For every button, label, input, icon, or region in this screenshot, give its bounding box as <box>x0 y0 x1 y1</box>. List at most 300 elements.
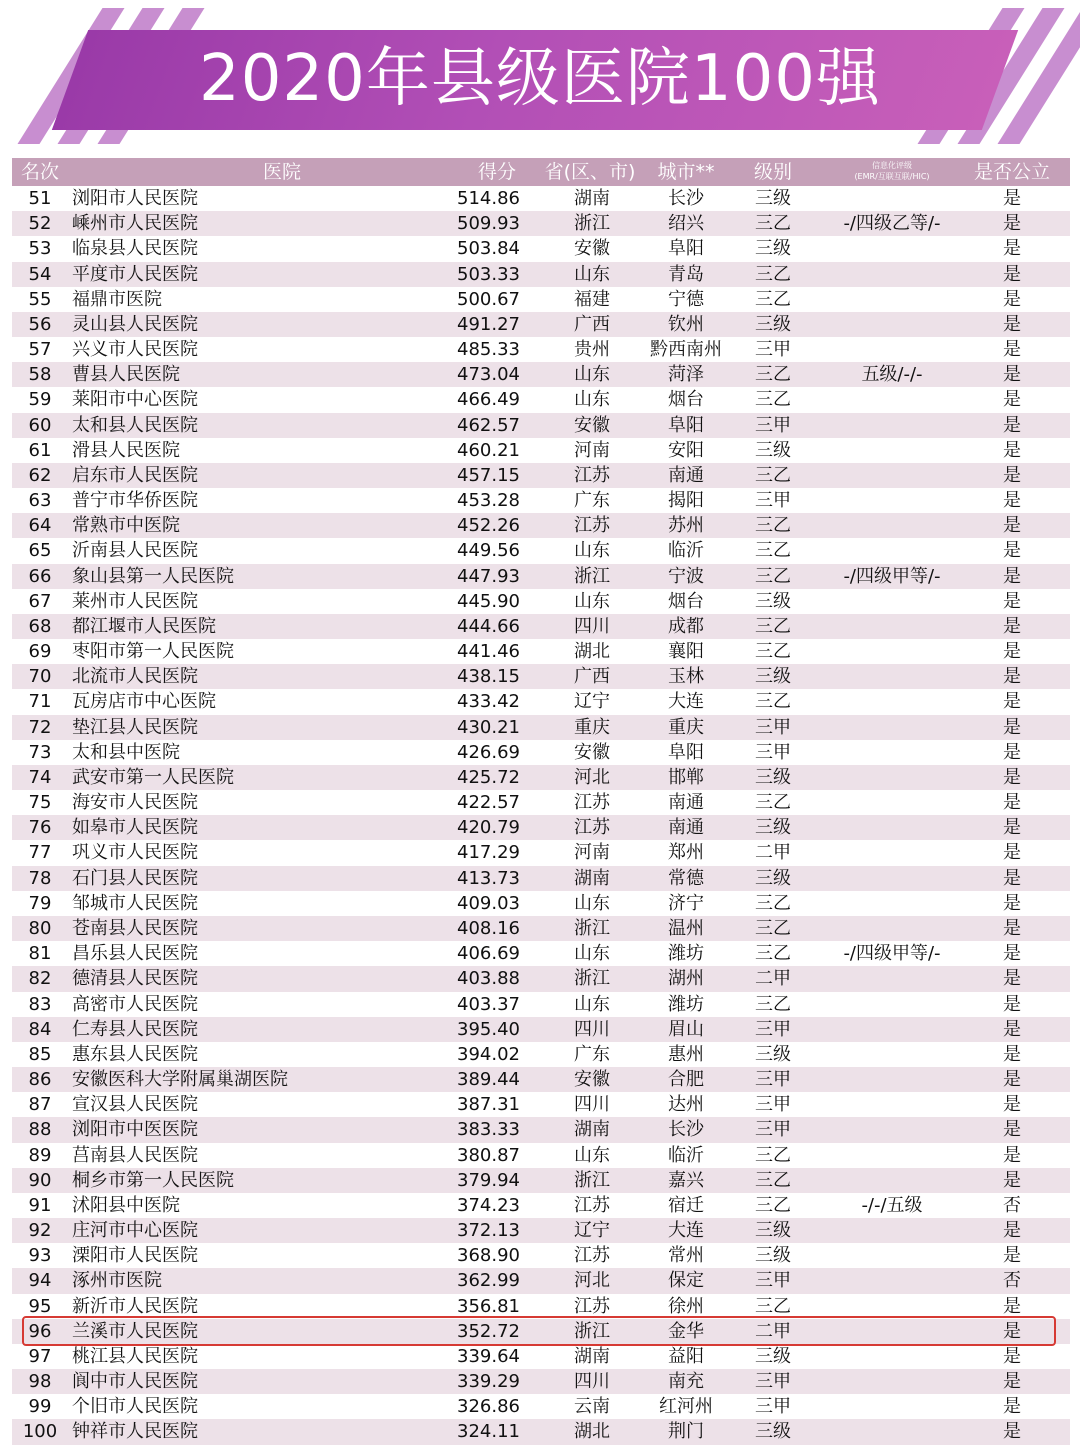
cell-hospital: 太和县人民医院 <box>72 414 198 436</box>
cell-level: 三乙 <box>755 917 791 939</box>
cell-province: 四川 <box>574 1371 610 1393</box>
cell-rank: 52 <box>28 213 52 235</box>
cell-hospital: 浏阳市中医医院 <box>72 1119 198 1141</box>
cell-province: 江苏 <box>574 817 610 839</box>
table-row <box>12 1168 1070 1193</box>
table-row <box>12 463 1070 488</box>
cell-hospital: 象山县第一人民医院 <box>72 565 234 587</box>
cell-level: 三级 <box>755 439 791 461</box>
cell-info <box>812 1042 972 1067</box>
cell-hospital: 常熟市中医院 <box>72 515 180 537</box>
cell-score: 485.33 <box>457 339 520 361</box>
cell-city: 宁德 <box>668 288 704 310</box>
cell-hospital: 启东市人民医院 <box>72 464 198 486</box>
cell-level: 三乙 <box>755 565 791 587</box>
table-row <box>12 815 1070 840</box>
table-row <box>12 362 1070 387</box>
cell-province: 浙江 <box>574 1169 610 1191</box>
cell-score: 466.49 <box>457 389 520 411</box>
cell-city: 安阳 <box>668 439 704 461</box>
table-row <box>12 765 1070 790</box>
cell-info: 五级/-/- <box>861 364 923 386</box>
cell-info <box>812 1344 972 1369</box>
cell-public: 是 <box>1003 1396 1021 1418</box>
cell-level: 三级 <box>755 817 791 839</box>
cell-level: 三甲 <box>755 1270 791 1292</box>
cell-hospital: 涿州市医院 <box>72 1270 162 1292</box>
table-row <box>12 715 1070 740</box>
cell-province: 广西 <box>574 666 610 688</box>
cell-hospital: 海安市人民医院 <box>72 792 198 814</box>
cell-level: 三乙 <box>755 641 791 663</box>
cell-info <box>812 840 972 865</box>
cell-province: 江苏 <box>574 1295 610 1317</box>
cell-hospital: 兴义市人民医院 <box>72 339 198 361</box>
page-title: 2020年县级医院100强 <box>198 42 882 116</box>
cell-city: 邯郸 <box>668 766 704 788</box>
cell-rank: 71 <box>28 691 52 713</box>
cell-score: 379.94 <box>457 1169 520 1191</box>
cell-score: 362.99 <box>457 1270 520 1292</box>
cell-score: 324.11 <box>457 1421 520 1443</box>
cell-public: 是 <box>1003 188 1021 209</box>
cell-level: 三乙 <box>755 1194 791 1216</box>
cell-rank: 94 <box>28 1270 52 1292</box>
table-row <box>12 564 1070 589</box>
cell-rank: 75 <box>28 792 52 814</box>
cell-public: 是 <box>1003 615 1021 637</box>
cell-score: 387.31 <box>457 1094 520 1116</box>
header-province: 省(区、市) <box>544 161 636 183</box>
table-row <box>12 337 1070 362</box>
cell-city: 成都 <box>668 615 704 637</box>
cell-level: 三甲 <box>755 1069 791 1091</box>
cell-province: 山东 <box>574 943 610 965</box>
cell-city: 合肥 <box>668 1069 704 1091</box>
cell-hospital: 临泉县人民医院 <box>72 238 198 260</box>
table-row <box>12 1143 1070 1168</box>
cell-public: 是 <box>1003 716 1021 738</box>
cell-info <box>812 1067 972 1092</box>
header-info-sub: (EMR/互联互联/HIC) <box>854 172 930 181</box>
cell-rank: 58 <box>28 364 52 386</box>
table-row <box>12 1394 1070 1419</box>
cell-level: 三乙 <box>755 691 791 713</box>
cell-city: 湖州 <box>668 968 704 990</box>
table-row <box>12 538 1070 563</box>
cell-province: 湖南 <box>574 1345 610 1367</box>
cell-info <box>812 639 972 664</box>
cell-public: 是 <box>1003 1371 1021 1393</box>
cell-city: 玉林 <box>668 666 704 688</box>
table-row <box>12 211 1070 236</box>
cell-province: 湖北 <box>574 1421 610 1443</box>
cell-score: 326.86 <box>457 1396 520 1418</box>
header-city: 城市** <box>657 161 715 183</box>
cell-level: 三乙 <box>755 993 791 1015</box>
cell-score: 380.87 <box>457 1144 520 1166</box>
cell-province: 浙江 <box>574 565 610 587</box>
cell-rank: 70 <box>28 666 52 688</box>
cell-city: 襄阳 <box>668 641 704 663</box>
cell-info <box>812 992 972 1017</box>
cell-level: 三甲 <box>755 339 791 361</box>
cell-rank: 99 <box>28 1396 52 1418</box>
cell-province: 河南 <box>574 842 610 864</box>
cell-score: 503.84 <box>457 238 520 260</box>
cell-score: 457.15 <box>457 464 520 486</box>
cell-public: 是 <box>1003 666 1021 688</box>
cell-info <box>812 815 972 840</box>
cell-hospital: 如皋市人民医院 <box>72 817 198 839</box>
cell-rank: 77 <box>28 842 52 864</box>
cell-level: 二甲 <box>755 968 791 990</box>
cell-level: 三级 <box>755 313 791 335</box>
cell-level: 三甲 <box>755 1119 791 1141</box>
cell-city: 临沂 <box>668 540 704 562</box>
table-row <box>12 287 1070 312</box>
cell-info <box>812 538 972 563</box>
cell-city: 金华 <box>668 1320 704 1342</box>
cell-info: -/四级甲等/- <box>843 565 941 587</box>
cell-public: 是 <box>1003 339 1021 361</box>
cell-hospital: 浏阳市人民医院 <box>72 188 198 209</box>
cell-hospital: 垫江县人民医院 <box>72 716 198 738</box>
cell-info <box>812 1218 972 1243</box>
cell-city: 菏泽 <box>668 364 704 386</box>
cell-score: 452.26 <box>457 515 520 537</box>
cell-score: 395.40 <box>457 1018 520 1040</box>
cell-rank: 92 <box>28 1220 52 1242</box>
cell-city: 苏州 <box>668 515 704 537</box>
cell-province: 山东 <box>574 1144 610 1166</box>
cell-city: 宁波 <box>668 565 704 587</box>
cell-city: 南通 <box>668 817 704 839</box>
cell-public: 是 <box>1003 1345 1021 1367</box>
cell-rank: 55 <box>28 288 52 310</box>
cell-score: 438.15 <box>457 666 520 688</box>
cell-score: 409.03 <box>457 892 520 914</box>
cell-hospital: 个旧市人民医院 <box>72 1396 198 1418</box>
cell-public: 是 <box>1003 943 1021 965</box>
cell-score: 509.93 <box>457 213 520 235</box>
cell-score: 426.69 <box>457 741 520 763</box>
cell-public: 是 <box>1003 288 1021 310</box>
cell-info <box>812 513 972 538</box>
cell-level: 三级 <box>755 1043 791 1065</box>
cell-province: 福建 <box>574 288 610 310</box>
cell-score: 500.67 <box>457 288 520 310</box>
cell-level: 三甲 <box>755 1094 791 1116</box>
cell-rank: 76 <box>28 817 52 839</box>
cell-level: 三乙 <box>755 943 791 965</box>
cell-rank: 79 <box>28 892 52 914</box>
cell-score: 389.44 <box>457 1069 520 1091</box>
cell-hospital: 都江堰市人民医院 <box>72 615 216 637</box>
cell-info <box>812 1268 972 1293</box>
cell-rank: 72 <box>28 716 52 738</box>
cell-info <box>812 916 972 941</box>
cell-city: 嘉兴 <box>668 1169 704 1191</box>
cell-city: 保定 <box>668 1270 704 1292</box>
cell-public: 是 <box>1003 867 1021 889</box>
cell-info <box>812 236 972 261</box>
cell-public: 是 <box>1003 238 1021 260</box>
cell-info <box>812 262 972 287</box>
header-info <box>812 160 972 182</box>
cell-hospital: 沭阳县中医院 <box>72 1194 180 1216</box>
cell-city: 惠州 <box>668 1043 704 1065</box>
cell-public: 是 <box>1003 691 1021 713</box>
cell-info <box>812 891 972 916</box>
cell-hospital: 新沂市人民医院 <box>72 1295 198 1317</box>
table-row <box>12 413 1070 438</box>
cell-province: 广东 <box>574 490 610 512</box>
cell-level: 三甲 <box>755 1396 791 1418</box>
cell-level: 三甲 <box>755 741 791 763</box>
cell-level: 三级 <box>755 766 791 788</box>
cell-hospital: 宣汉县人民医院 <box>72 1094 198 1116</box>
cell-public: 是 <box>1003 741 1021 763</box>
header-public: 是否公立 <box>973 161 1050 183</box>
cell-info <box>812 1017 972 1042</box>
cell-rank: 95 <box>28 1295 52 1317</box>
cell-hospital: 高密市人民医院 <box>72 993 198 1015</box>
cell-level: 二甲 <box>755 1320 791 1342</box>
table-row <box>12 941 1070 966</box>
cell-level: 三级 <box>755 1220 791 1242</box>
cell-score: 372.13 <box>457 1220 520 1242</box>
table-row <box>12 1092 1070 1117</box>
cell-province: 湖北 <box>574 641 610 663</box>
cell-rank: 68 <box>28 615 52 637</box>
cell-city: 临沂 <box>668 1144 704 1166</box>
cell-hospital: 莱州市人民医院 <box>72 590 198 612</box>
table-row <box>12 992 1070 1017</box>
table-row <box>12 740 1070 765</box>
cell-city: 揭阳 <box>668 490 704 512</box>
cell-public: 是 <box>1003 414 1021 436</box>
cell-level: 三乙 <box>755 464 791 486</box>
cell-rank: 81 <box>28 943 52 965</box>
cell-public: 是 <box>1003 1018 1021 1040</box>
cell-city: 大连 <box>668 1220 704 1242</box>
table-row <box>12 488 1070 513</box>
cell-rank: 59 <box>28 389 52 411</box>
cell-province: 山东 <box>574 993 610 1015</box>
cell-public: 是 <box>1003 464 1021 486</box>
cell-public: 是 <box>1003 439 1021 461</box>
cell-public: 是 <box>1003 565 1021 587</box>
cell-rank: 54 <box>28 263 52 285</box>
cell-level: 三乙 <box>755 1169 791 1191</box>
cell-rank: 83 <box>28 993 52 1015</box>
cell-public: 是 <box>1003 1119 1021 1141</box>
cell-hospital: 安徽医科大学附属巢湖医院 <box>72 1069 288 1091</box>
cell-city: 钦州 <box>668 313 704 335</box>
cell-rank: 74 <box>28 766 52 788</box>
cell-hospital: 曹县人民医院 <box>72 364 180 386</box>
cell-rank: 85 <box>28 1043 52 1065</box>
cell-level: 三乙 <box>755 615 791 637</box>
cell-province: 四川 <box>574 1094 610 1116</box>
cell-public: 是 <box>1003 1295 1021 1317</box>
cell-score: 422.57 <box>457 792 520 814</box>
cell-public: 是 <box>1003 817 1021 839</box>
cell-score: 453.28 <box>457 490 520 512</box>
cell-info <box>812 1419 972 1444</box>
cell-province: 山东 <box>574 540 610 562</box>
table-body <box>12 186 1070 1445</box>
cell-level: 三甲 <box>755 1018 791 1040</box>
cell-public: 是 <box>1003 766 1021 788</box>
cell-city: 南通 <box>668 464 704 486</box>
cell-public: 是 <box>1003 213 1021 235</box>
cell-rank: 61 <box>28 439 52 461</box>
table-row <box>12 689 1070 714</box>
cell-level: 三乙 <box>755 792 791 814</box>
cell-city: 南充 <box>668 1371 704 1393</box>
cell-info <box>812 287 972 312</box>
cell-hospital: 莒南县人民医院 <box>72 1144 198 1166</box>
table-row <box>12 1117 1070 1142</box>
cell-score: 514.86 <box>457 188 520 209</box>
cell-city: 青岛 <box>668 263 704 285</box>
table-row <box>12 589 1070 614</box>
table-row <box>12 1042 1070 1067</box>
cell-province: 浙江 <box>574 213 610 235</box>
cell-score: 462.57 <box>457 414 520 436</box>
cell-hospital: 太和县中医院 <box>72 741 180 763</box>
cell-info <box>812 1143 972 1168</box>
table-row <box>12 513 1070 538</box>
cell-rank: 73 <box>28 741 52 763</box>
cell-hospital: 平度市人民医院 <box>72 263 198 285</box>
cell-level: 三级 <box>755 238 791 260</box>
cell-city: 常德 <box>668 867 704 889</box>
cell-score: 417.29 <box>457 842 520 864</box>
cell-province: 江苏 <box>574 792 610 814</box>
cell-hospital: 德清县人民医院 <box>72 968 198 990</box>
cell-info <box>812 790 972 815</box>
table-row <box>12 840 1070 865</box>
cell-level: 三乙 <box>755 1295 791 1317</box>
cell-level: 三乙 <box>755 213 791 235</box>
table-row <box>12 1268 1070 1293</box>
cell-score: 374.23 <box>457 1194 520 1216</box>
cell-province: 浙江 <box>574 968 610 990</box>
cell-province: 山东 <box>574 590 610 612</box>
cell-city: 常州 <box>668 1245 704 1267</box>
cell-hospital: 阆中市人民医院 <box>72 1371 198 1393</box>
cell-city: 阜阳 <box>668 414 704 436</box>
cell-rank: 93 <box>28 1245 52 1267</box>
cell-city: 烟台 <box>668 389 704 411</box>
cell-score: 339.29 <box>457 1371 520 1393</box>
cell-province: 浙江 <box>574 1320 610 1342</box>
cell-rank: 53 <box>28 238 52 260</box>
cell-province: 广西 <box>574 313 610 335</box>
cell-level: 三级 <box>755 188 791 209</box>
cell-province: 辽宁 <box>574 691 610 713</box>
cell-level: 三乙 <box>755 515 791 537</box>
cell-city: 阜阳 <box>668 741 704 763</box>
cell-hospital: 灵山县人民医院 <box>72 313 198 335</box>
cell-score: 491.27 <box>457 313 520 335</box>
cell-province: 安徽 <box>574 741 610 763</box>
cell-hospital: 枣阳市第一人民医院 <box>72 641 234 663</box>
cell-province: 四川 <box>574 1018 610 1040</box>
cell-info: -/-/五级 <box>861 1194 923 1216</box>
cell-province: 江苏 <box>574 1194 610 1216</box>
header-info-title: 信息化评级 <box>872 161 912 170</box>
cell-info <box>812 1369 972 1394</box>
cell-rank: 82 <box>28 968 52 990</box>
cell-hospital: 桐乡市第一人民医院 <box>72 1169 234 1191</box>
cell-rank: 63 <box>28 490 52 512</box>
cell-level: 三乙 <box>755 288 791 310</box>
cell-public: 是 <box>1003 993 1021 1015</box>
cell-province: 浙江 <box>574 917 610 939</box>
cell-province: 山东 <box>574 389 610 411</box>
cell-public: 是 <box>1003 917 1021 939</box>
header-rank: 名次 <box>20 161 59 183</box>
cell-score: 460.21 <box>457 439 520 461</box>
cell-rank: 66 <box>28 565 52 587</box>
cell-score: 444.66 <box>457 615 520 637</box>
table-row <box>12 1294 1070 1319</box>
cell-rank: 78 <box>28 867 52 889</box>
header-hospital: 医院 <box>262 161 301 183</box>
cell-province: 湖南 <box>574 188 610 209</box>
cell-rank: 69 <box>28 641 52 663</box>
table-row <box>12 790 1070 815</box>
cell-score: 445.90 <box>457 590 520 612</box>
cell-info <box>812 966 972 991</box>
cell-province: 重庆 <box>574 716 610 738</box>
cell-city: 绍兴 <box>668 213 704 235</box>
cell-hospital: 钟祥市人民医院 <box>72 1421 198 1443</box>
cell-info <box>812 689 972 714</box>
cell-public: 是 <box>1003 1169 1021 1191</box>
table-row <box>12 1218 1070 1243</box>
cell-hospital: 桃江县人民医院 <box>72 1345 198 1367</box>
table-row <box>12 1067 1070 1092</box>
cell-info <box>812 664 972 689</box>
cell-hospital: 滑县人民医院 <box>72 439 180 461</box>
cell-public: 是 <box>1003 842 1021 864</box>
cell-score: 356.81 <box>457 1295 520 1317</box>
cell-score: 408.16 <box>457 917 520 939</box>
cell-level: 三乙 <box>755 892 791 914</box>
cell-level: 三乙 <box>755 1144 791 1166</box>
cell-province: 河南 <box>574 439 610 461</box>
cell-public: 是 <box>1003 364 1021 386</box>
cell-level: 三级 <box>755 1421 791 1443</box>
cell-rank: 64 <box>28 515 52 537</box>
cell-info <box>812 438 972 463</box>
cell-hospital: 巩义市人民医院 <box>72 842 198 864</box>
cell-score: 394.02 <box>457 1043 520 1065</box>
cell-rank: 86 <box>28 1069 52 1091</box>
cell-rank: 89 <box>28 1144 52 1166</box>
cell-level: 三级 <box>755 1345 791 1367</box>
cell-score: 403.37 <box>457 993 520 1015</box>
cell-province: 江苏 <box>574 1245 610 1267</box>
cell-info <box>812 765 972 790</box>
cell-rank: 96 <box>28 1320 52 1342</box>
cell-hospital: 惠东县人民医院 <box>72 1043 198 1065</box>
